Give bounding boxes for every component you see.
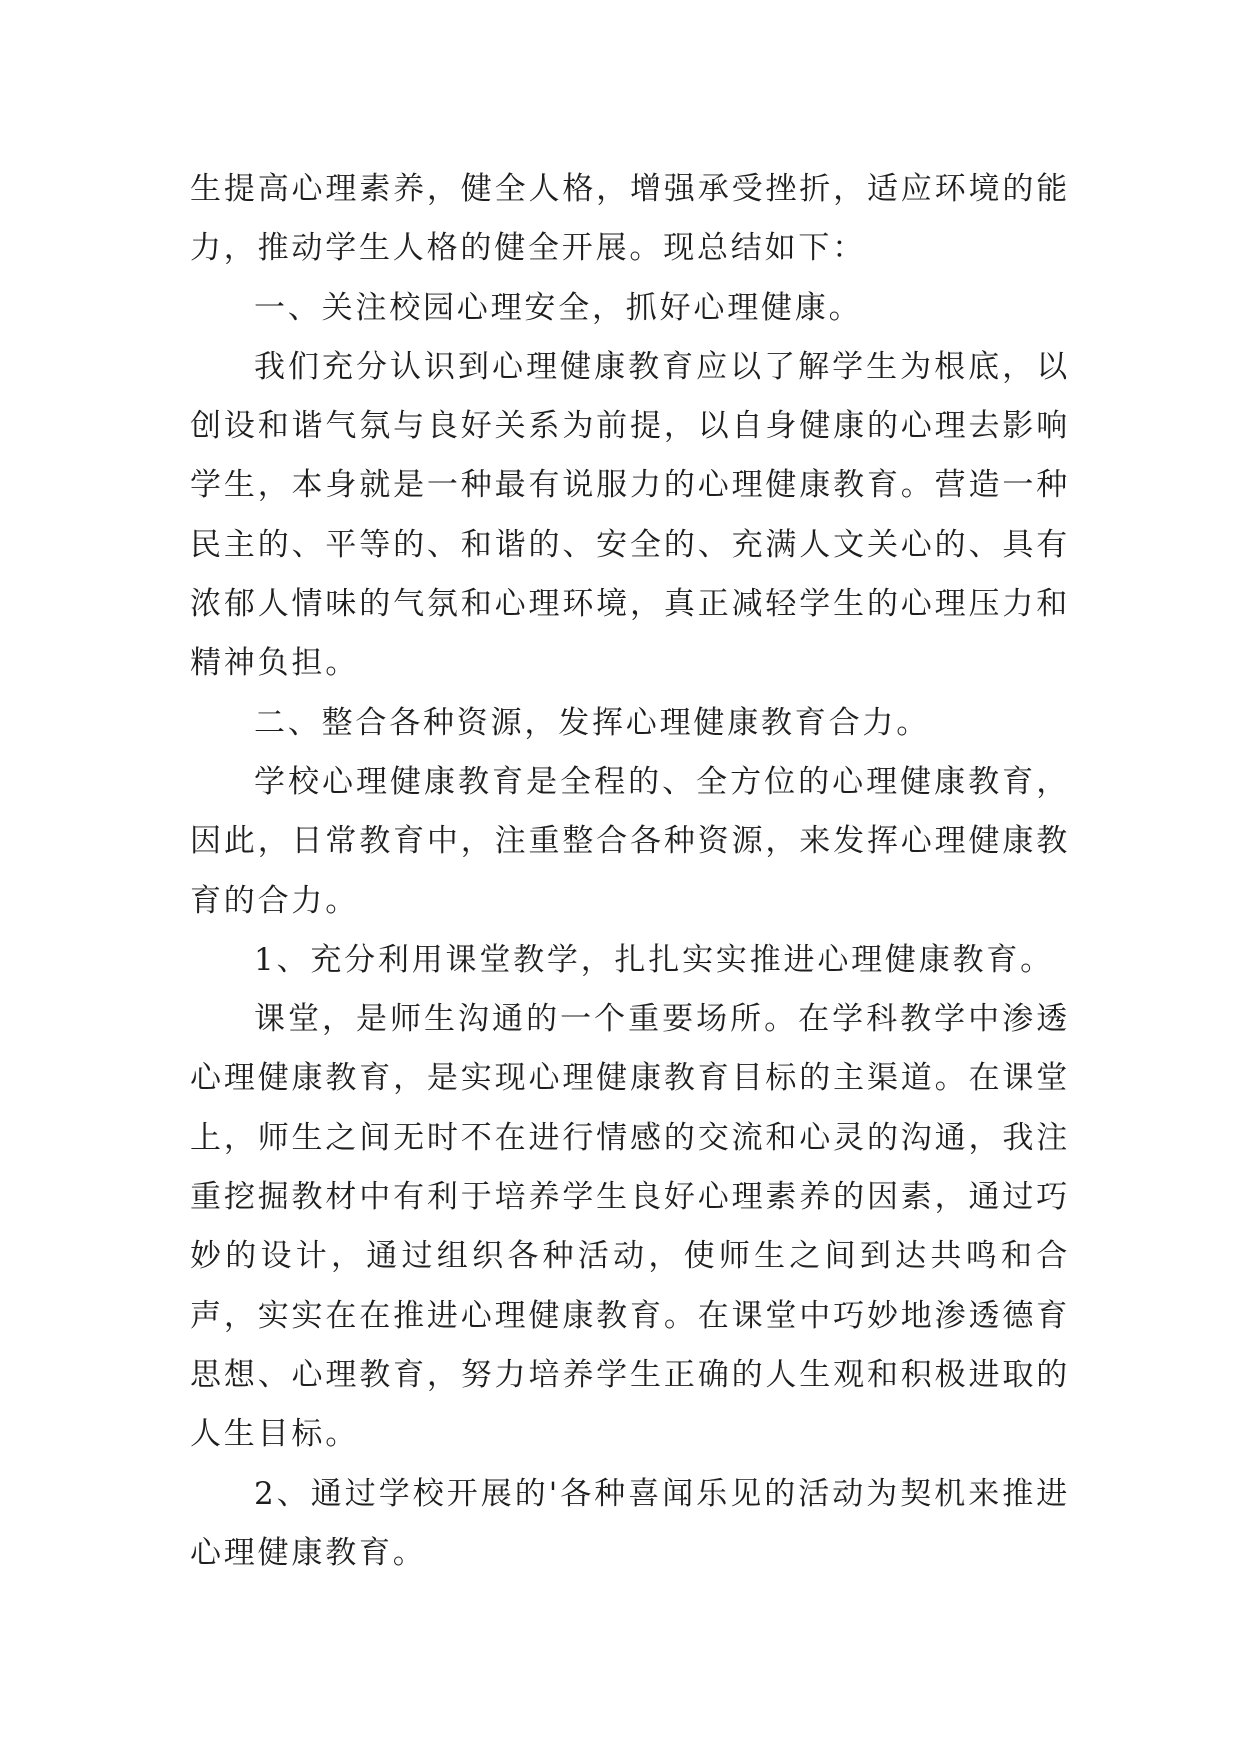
section-heading-one: 一、关注校园心理安全，抓好心理健康。 <box>254 289 863 326</box>
subheading-item-2: 2、通过学校开展的'各种喜闻乐见的活动为契机来推进心理健康教育。 <box>190 1475 1070 1571</box>
paragraph: 学校心理健康教育是全程的、全方位的心理健康教育，因此，日常教育中，注重整合各种资源，来发挥心理健康教育的合力。 <box>190 763 1070 919</box>
document-body <box>190 160 1070 1583</box>
paragraph: 我们充分认识到心理健康教育应以了解学生为根底，以创设和谐气氛与良好关系为前提，以自身健康的心理去影响学生，本身就是一种最有说服力的心理健康教育。营造一种民主的、平等的、和谐的、安全的、充满人文关心的、具有浓郁人情味的气氛和心理环境，真正减轻学生的心理压力和精神负担。 <box>190 348 1070 682</box>
subheading-item-1: 1、充分利用课堂教学，扎扎实实推进心理健康教育。 <box>254 941 1054 978</box>
paragraph-continuation: 生提高心理素养，健全人格，增强承受挫折，适应环境的能力，推动学生人格的健全开展。现总结如下： <box>190 171 1070 267</box>
paragraph: 课堂，是师生沟通的一个重要场所。在学科教学中渗透心理健康教育，是实现心理健康教育目标的主渠道。在课堂上，师生之间无时不在进行情感的交流和心灵的沟通，我注重挖掘教材中有利于培养学生良好心理素养的因素，通过巧妙的设计，通过组织各种活动，使师生之间到达共鸣和合声，实实在在推进心理健康教育。在课堂中巧妙地渗透德育思想、心理教育，努力培养学生正确的人生观和积极进取的人生目标。 <box>190 1001 1070 1453</box>
section-heading-two: 二、整合各种资源，发挥心理健康教育合力。 <box>254 704 930 741</box>
